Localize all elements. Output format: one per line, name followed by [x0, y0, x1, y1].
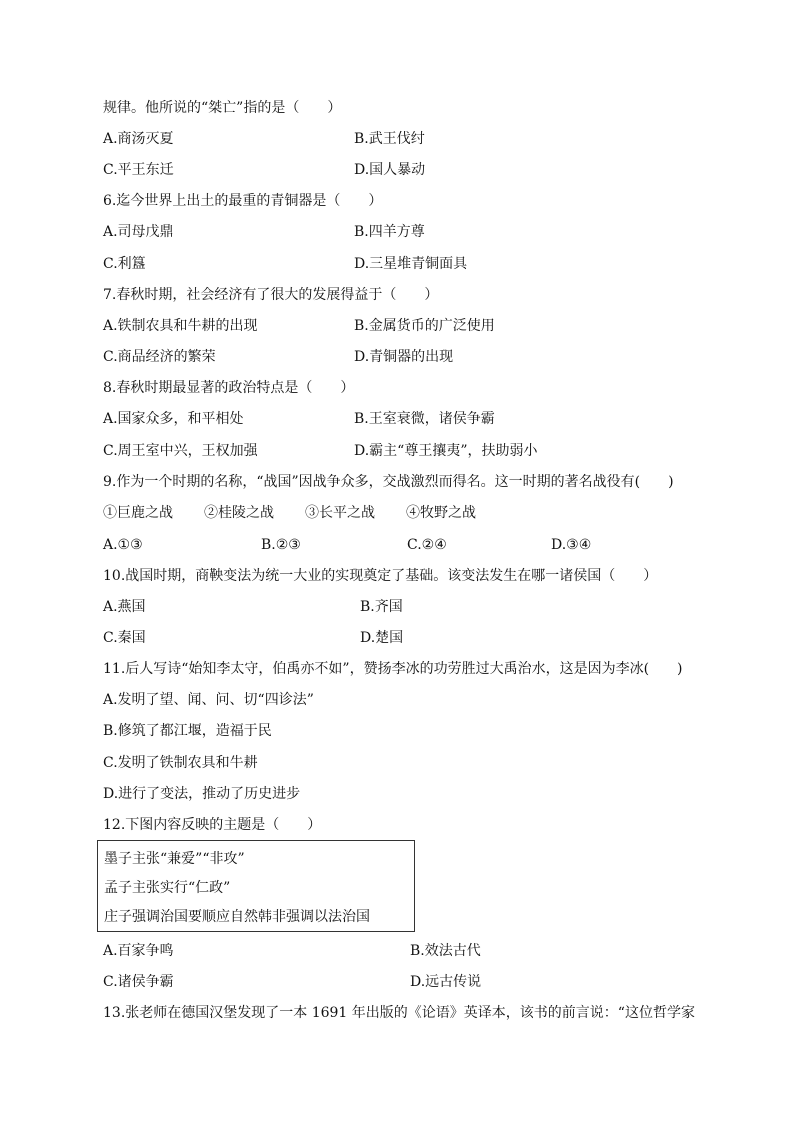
question-10-option-c[interactable]: C.秦国: [103, 630, 146, 646]
question-6-option-d[interactable]: D.三星堆青铜面具: [354, 256, 468, 272]
question-9-item-1: ①巨鹿之战: [103, 505, 173, 521]
question-9-option-b[interactable]: B.②③: [261, 537, 301, 553]
question-11-option-b[interactable]: B.修筑了都江堰，造福于民: [103, 723, 272, 739]
question-8-option-b[interactable]: B.王室衰微，诸侯争霸: [354, 411, 495, 427]
question-6-option-c[interactable]: C.利簋: [103, 256, 146, 272]
question-12-option-b[interactable]: B.效法古代: [410, 943, 481, 959]
question-5-option-d[interactable]: D.国人暴动: [354, 162, 426, 178]
question-12-stem: 12.下图内容反映的主题是（ ）: [103, 817, 322, 833]
question-12-option-c[interactable]: C.诸侯争霸: [103, 974, 174, 990]
question-9-item-4: ④牧野之战: [406, 505, 476, 521]
question-10-option-a[interactable]: A.燕国: [103, 599, 146, 615]
figure-line-zhuangzi-hanfei: 庄子强调治国要顺应自然韩非强调以法治国: [104, 909, 370, 925]
question-10-option-b[interactable]: B.齐国: [360, 599, 403, 615]
question-8-option-d[interactable]: D.霸主“尊王攘夷”，扶助弱小: [354, 443, 538, 459]
question-9-option-c[interactable]: C.②④: [407, 537, 447, 553]
question-5-option-b[interactable]: B.武王伐纣: [354, 131, 425, 147]
question-8-option-a[interactable]: A.国家众多，和平相处: [103, 411, 244, 427]
question-9-item-2: ②桂陵之战: [204, 505, 274, 521]
question-10-option-d[interactable]: D.楚国: [360, 630, 404, 646]
question-7-option-b[interactable]: B.金属货币的广泛使用: [354, 318, 495, 334]
question-6-option-a[interactable]: A.司母戊鼎: [103, 224, 174, 240]
question-10-stem: 10.战国时期，商鞅变法为统一大业的实现奠定了基础。该变法发生在哪一诸侯国（ ）: [103, 568, 658, 584]
figure-line-mozi: 墨子主张“兼爱”“非攻”: [104, 851, 245, 867]
figure-line-mengzi: 孟子主张实行“仁政”: [104, 880, 231, 896]
question-5-option-c[interactable]: C.平王东迁: [103, 162, 174, 178]
question-12-option-d[interactable]: D.远古传说: [410, 974, 482, 990]
question-11-option-d[interactable]: D.进行了变法，推动了历史进步: [103, 786, 301, 802]
question-7-option-d[interactable]: D.青铜器的出现: [354, 349, 454, 365]
question-11-option-a[interactable]: A.发明了望、闻、问、切“四诊法”: [103, 692, 314, 708]
question-7-option-a[interactable]: A.铁制农具和牛耕的出现: [103, 318, 258, 334]
question-12-figure-box: [97, 840, 415, 932]
question-12-option-a[interactable]: A.百家争鸣: [103, 943, 174, 959]
question-5-stem: 规律。他所说的“桀亡”指的是（ ）: [103, 100, 342, 116]
question-9-stem: 9.作为一个时期的名称，“战国”因战争众多，交战激烈而得名。这一时期的著名战役有( ): [103, 474, 674, 490]
question-9-option-a[interactable]: A.①③: [103, 537, 143, 553]
question-8-option-c[interactable]: C.周王室中兴，王权加强: [103, 443, 258, 459]
question-9-option-d[interactable]: D.③④: [551, 537, 592, 553]
question-6-option-b[interactable]: B.四羊方尊: [354, 224, 425, 240]
question-13-stem: 13.张老师在德国汉堡发现了一本 1691 年出版的《论语》英译本，该书的前言说：“这位哲学家: [103, 1005, 695, 1021]
question-8-stem: 8.春秋时期最显著的政治特点是（ ）: [103, 380, 355, 396]
question-11-stem: 11.后人写诗“始知李太守，伯禹亦不如”，赞扬李冰的功劳胜过大禹治水，这是因为李冰( ): [103, 661, 683, 677]
question-7-option-c[interactable]: C.商品经济的繁荣: [103, 349, 216, 365]
question-7-stem: 7.春秋时期，社会经济有了很大的发展得益于（ ）: [103, 287, 439, 303]
question-9-item-3: ③长平之战: [305, 505, 375, 521]
question-5-option-a[interactable]: A.商汤灭夏: [103, 131, 174, 147]
question-11-option-c[interactable]: C.发明了铁制农具和牛耕: [103, 755, 258, 771]
question-6-stem: 6.迄今世界上出土的最重的青铜器是（ ）: [103, 193, 383, 209]
